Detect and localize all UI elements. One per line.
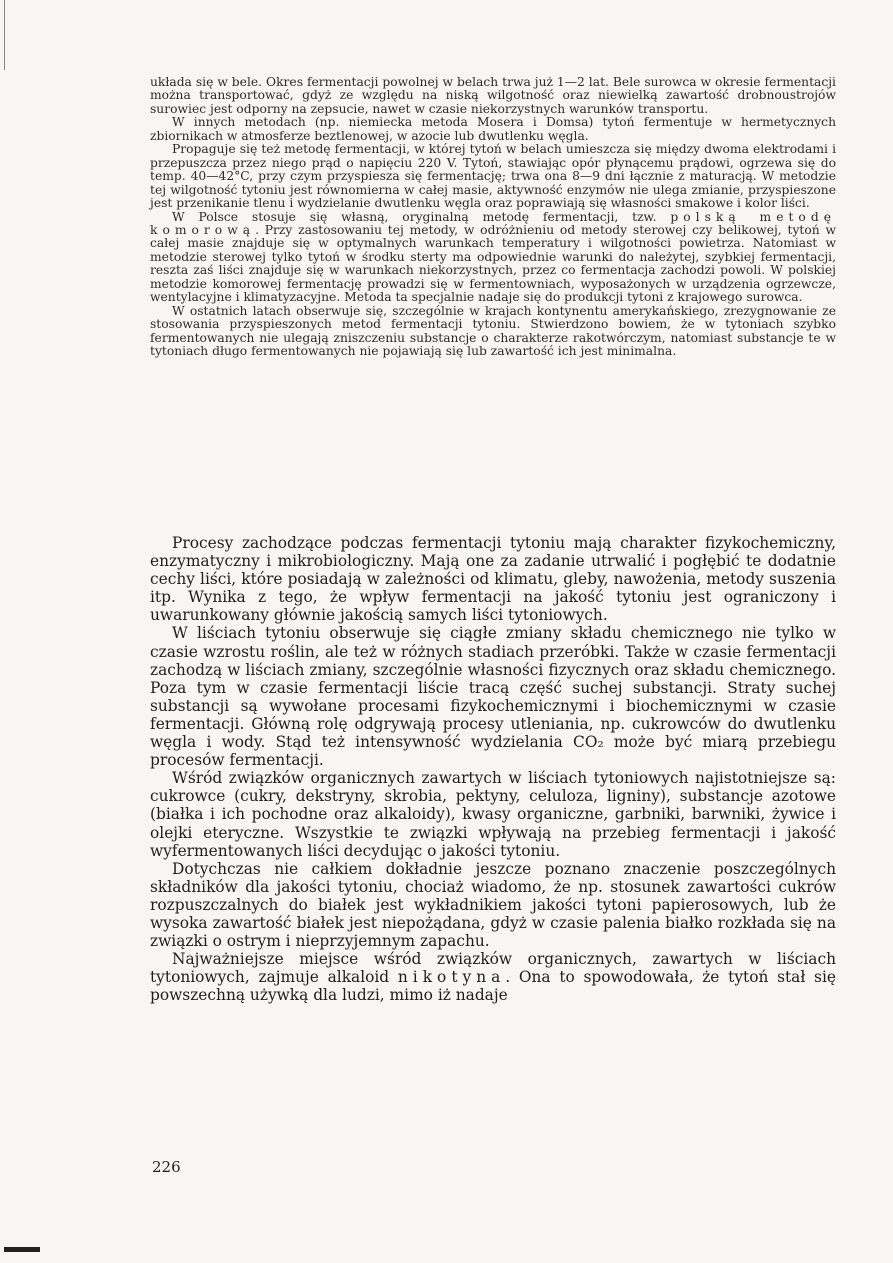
paragraph: W liściach tytoniu obserwuje się ciągłe zmiany składu chemicznego nie tylko w czasie wzrostu roślin, ale też w różnych stadiach przeróbki. Także w czasie fermentacji zachodzą w liściach zmiany, szczególnie własności fizycznych oraz składu chemicznego. Poza tym w czasie fermentacji liście tracą część suchej substancji. Straty suchej substancji są wywołane procesami fizykochemicznymi i biochemicznymi w czasie fermentacji. Główną rolę odgrywają procesy utleniania, np. cukrowców do dwutlenku węgla i wody. Stąd też intensywność wydzielania CO₂ może być miarą przebiegu procesów fermentacji. [150,624,836,770]
paragraph-text: . Przy zastosowaniu tej metody, w odróżnieniu od metody sterowej czy belikowej, tytoń w całej masie znajduje się w optymalnych warunkach temperatury i wilgotności powietrza. Natomiast w metodzie sterowej tylko tytoń w środku sterty ma odpowiednie warunki do należytej, szybkiej fermentacji, reszta zaś liści znajduje się w warunkach niekorzystnych, przez co fermentacja zachodzi powoli. W polskiej metodzie komorowej fermentację prowadzi się w fermentowniach, wyposażonych w urządzenia ogrzewcze, wentylacyjne i klimatyzacyjne. Metoda ta specjalnie nadaje się do produkcji tytoni z krajowego surowca. [150,222,836,305]
paragraph-text: . Ona to spowodowała, że tytoń stał się powszechną używką dla ludzi, mimo iż nadaje [150,968,836,1005]
paragraph: Procesy zachodzące podczas fermentacji tytoniu mają charakter fizykochemiczny, enzymatyczny i mikrobiologiczny. Mają one za zadanie utrwalić i pogłębić te dodatnie cechy liści, które posiadają w zależności od klimatu, gleby, nawożenia, metody suszenia itp. Wynika z tego, że wpływ fermentacji na jakość tytoniu jest ograniczony i uwarunkowany głównie jakością samych liści tytoniowych. [150,534,836,625]
paragraph: W ostatnich latach obserwuje się, szczególnie w krajach kontynentu amerykańskiego, zrezygnowanie ze stosowania przyspieszonych metod fermentacji tytoniu. Stwierdzono bowiem, że w tytoniach szybko fermentowanych nie ulegają zniszczeniu substancje o charakterze rakotwórczym, natomiast substancje te w tytoniach długo fermentowanych nie pojawiają się lub zawartość ich jest minimalna. [150,303,836,359]
paragraph-text: Najważniejsze miejsce wśród związków organicznych, zawartych w liściach tytoniowych, zajmuje alkaloid [150,950,836,987]
scan-edge-mark [4,1247,40,1252]
paragraph: W innych metodach (np. niemiecka metoda Mosera i Domsa) tytoń fermentuje w hermetycznych zbiornikach w atmosferze beztlenowej, w azocie lub dwutlenku węgla. [150,115,836,143]
page-number: 226 [152,1158,181,1176]
paragraph: układa się w bele. Okres fermentacji powolnej w belach trwa już 1—2 lat. Bele surowca w okresie fermentacji można transportować, gdyż ze względu na niską wilgotność oraz niewielką zawartość drobnoustrojów surowiec jest odporny na zepsucie, nawet w czasie niekorzystnych warunków transportu. [150,75,836,116]
paragraph: Propaguje się też metodę fermentacji, w której tytoń w belach umieszcza się między dwoma elektrodami i przepuszcza przez niego prąd o napięciu 220 V. Tytoń, stawiając opór płynącemu prądowi, ogrzewa się do temp. 40—42°C, przy czym przyspiesza się fermentację; trwa ona 8—9 dni łącznie z maturacją. W metodzie tej wilgotność tytoniu jest równomierna w całej masie, aktywność enzymów nie ulega zmianie, przyspieszone jest przenikanie tlenu i wydzielanie dwutlenku węgla oraz poprawiają się własności smakowe i kolor liści. [150,142,836,211]
scan-edge-line [4,0,5,70]
paragraph [150,950,836,1004]
small-print-section [150,76,836,359]
paragraph: Wśród związków organicznych zawartych w liściach tytoniowych najistotniejsze są: cukrowce (cukry, dekstryny, skrobia, pektyny, celuloza, ligniny), substancje azotowe (białka i ich pochodne oraz alkaloidy), kwasy organiczne, garbniki, barwniki, żywice i olejki eteryczne. Wszystkie te związki wpływają na przebieg fermentacji i jakość wyfermentowanych liści decydując o jakości tytoniu. [150,769,836,860]
paragraph: Dotychczas nie całkiem dokładnie jeszcze poznano znaczenie poszczególnych składników dla jakości tytoniu, chociaż wiadomo, że np. stosunek zawartości cukrów rozpuszczalnych do białek jest wykładnikiem jakości tytoni papierosowych, lub że wysoka zawartość białek jest niepożądana, gdyż w czasie palenia białko rozkłada się na związki o ostrym i nieprzyjemnym zapachu. [150,859,836,951]
paragraph [150,211,836,305]
emphasized-term: polską metodę komorową [150,209,836,237]
emphasized-term: nikotyna [397,968,506,987]
paragraph-text: W Polsce stosuje się własną, oryginalną metodę fermentacji, tzw. [172,209,657,224]
main-text-section [150,534,836,1004]
